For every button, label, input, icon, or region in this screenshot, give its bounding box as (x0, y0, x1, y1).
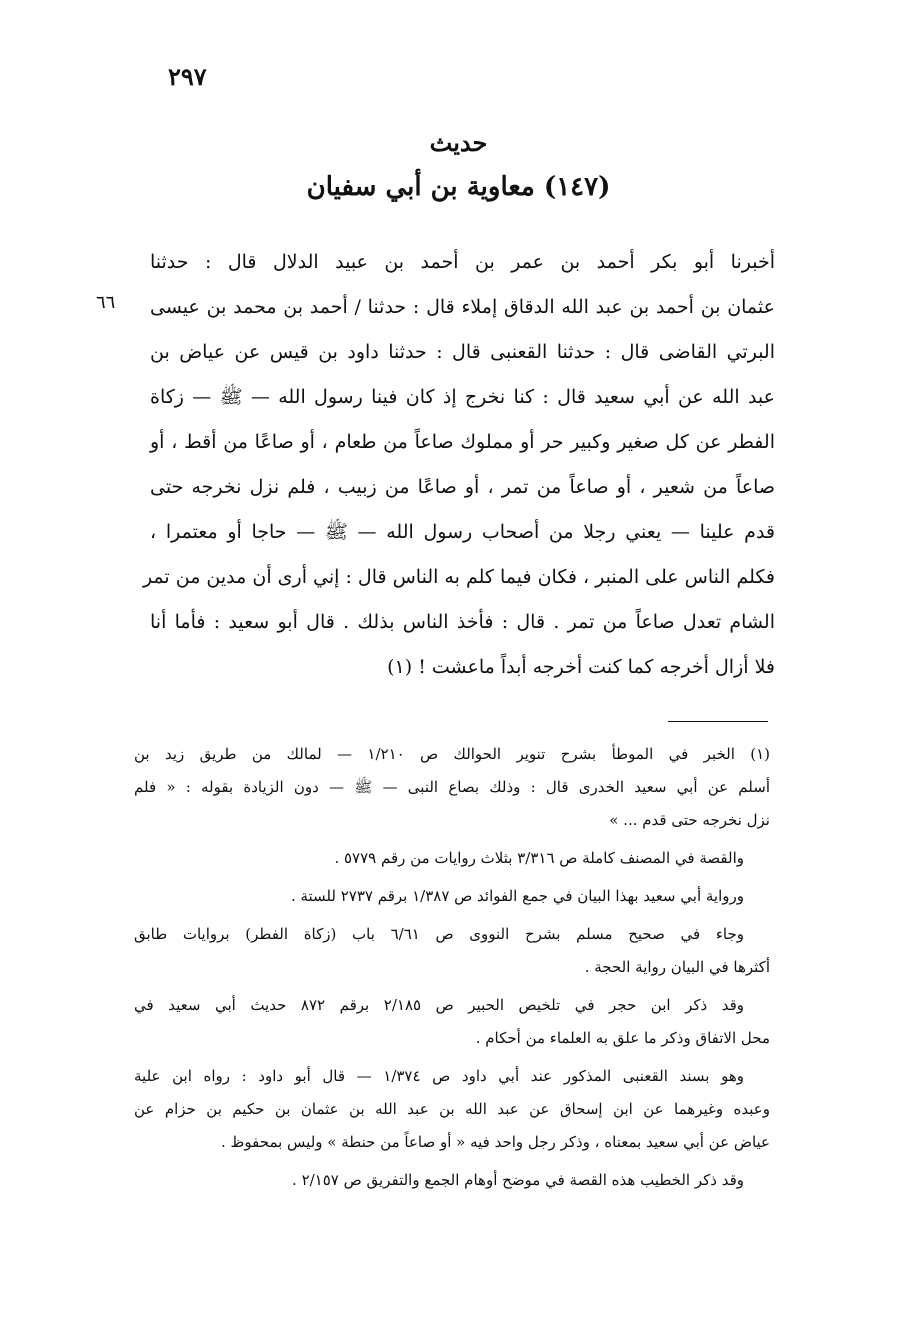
footnote-line: نزل نخرجه حتى قدم ... » (609, 811, 770, 829)
footnote-line: محل الاتفاق وذكر ما علق به العلماء من أحكام . (475, 1029, 770, 1047)
footnote-line: عياض عن أبي سعيد بمعناه ، وذكر رجل واحد فيه « أو صاعاً من حنطة » وليس بمحفوظ . (221, 1133, 770, 1151)
body-line: الفطر عن كل صغير وكبير حر أو مملوك صاعاً من طعام ، أو صاعًا من أقط ، أو (150, 431, 775, 453)
footnote-line: وقد ذكر الخطيب هذه القصة في موضح أوهام الجمع والتفريق ص ٢/١٥٧ . (292, 1171, 744, 1189)
body-line: صاعاً من شعير ، أو صاعاً من تمر ، أو صاعًا من زبيب ، فلم نزل نخرجه حتى (150, 476, 775, 498)
footnote-line: وجاء في صحيح مسلم بشرح النووى ص ٦/٦١ باب (زكاة الفطر) بروايات طابق (134, 925, 744, 943)
footnote-paragraph (134, 880, 770, 913)
margin-page-reference: ٦٦ (96, 292, 116, 313)
footnote-paragraph (134, 1164, 770, 1197)
body-line: عثمان بن أحمد بن عبد الله الدقاق إملاء قال : حدثنا / أحمد بن محمد بن عيسى (150, 296, 775, 318)
footnote-paragraph (134, 989, 770, 1055)
hadith-title: (١٤٧) معاوية بن أبي سفيان (306, 172, 611, 202)
footnote-line: وقد ذكر ابن حجر في تلخيص الحبير ص ٢/١٨٥ برقم ٨٧٢ حديث أبي سعيد في (134, 996, 745, 1014)
footnote-line: (١) الخبر في الموطأ بشرح تنوير الحوالك ص ١/٢١٠ — لمالك من طريق زيد بن (134, 745, 770, 763)
footnote-line: وعبده وغيرهما عن ابن إسحاق عن عبد الله بن عبد الله بن عثمان بن حكيم بن حزام عن (134, 1100, 770, 1118)
body-line: الشام تعدل صاعاً من تمر . قال : فأخذ الناس بذلك . قال أبو سعيد : فأما أنا (150, 611, 775, 633)
footnote-line: والقصة في المصنف كاملة ص ٣/٣١٦ بثلاث روايات من رقم ٥٧٧٩ . (334, 849, 744, 867)
footnote-paragraph (134, 918, 770, 984)
body-line: فكلم الناس على المنبر ، فكان فيما كلم به الناس قال : إني أرى أن مدين من تمر (142, 566, 775, 588)
main-text (142, 240, 775, 690)
footnote-line: وهو بسند القعنبى المذكور عند أبي داود ص ١/٣٧٤ — قال أبو داود : رواه ابن علية (134, 1067, 744, 1085)
footnote-separator (668, 721, 768, 722)
body-line: البرتي القاضى قال : حدثنا القعنبى قال : حدثنا داود بن قيس عن عياض بن (150, 341, 775, 363)
section-heading: حديث (429, 128, 488, 157)
footnote-line: أكثرها في البيان رواية الحجة . (584, 958, 770, 976)
body-line: أخبرنا أبو بكر أحمد بن عمر بن أحمد بن عبيد الدلال قال : حدثنا (150, 251, 775, 273)
footnote-1 (134, 738, 770, 837)
page-number: ٢٩٧ (168, 62, 207, 91)
body-line: عبد الله عن أبي سعيد قال : كنا نخرج إذ كان فينا رسول الله — ﷺ — زكاة (150, 386, 775, 408)
footnote-line: أسلم عن أبي سعيد الخدرى قال : وذلك بصاع النبى — ﷺ — دون الزيادة بقوله : « فلم (134, 778, 770, 796)
footnote-paragraph (134, 1060, 770, 1159)
footnotes (134, 738, 770, 1197)
body-line: قدم علينا — يعني رجلا من أصحاب رسول الله — ﷺ — حاجا أو معتمرا ، (150, 521, 775, 543)
footnote-paragraph (134, 842, 770, 875)
body-line: فلا أزال أخرجه كما كنت أخرجه أبداً ماعشت ! (١) (387, 656, 775, 678)
footnote-line: ورواية أبي سعيد بهذا البيان في جمع الفوائد ص ١/٣٨٧ برقم ٢٧٣٧ للستة . (290, 887, 744, 905)
